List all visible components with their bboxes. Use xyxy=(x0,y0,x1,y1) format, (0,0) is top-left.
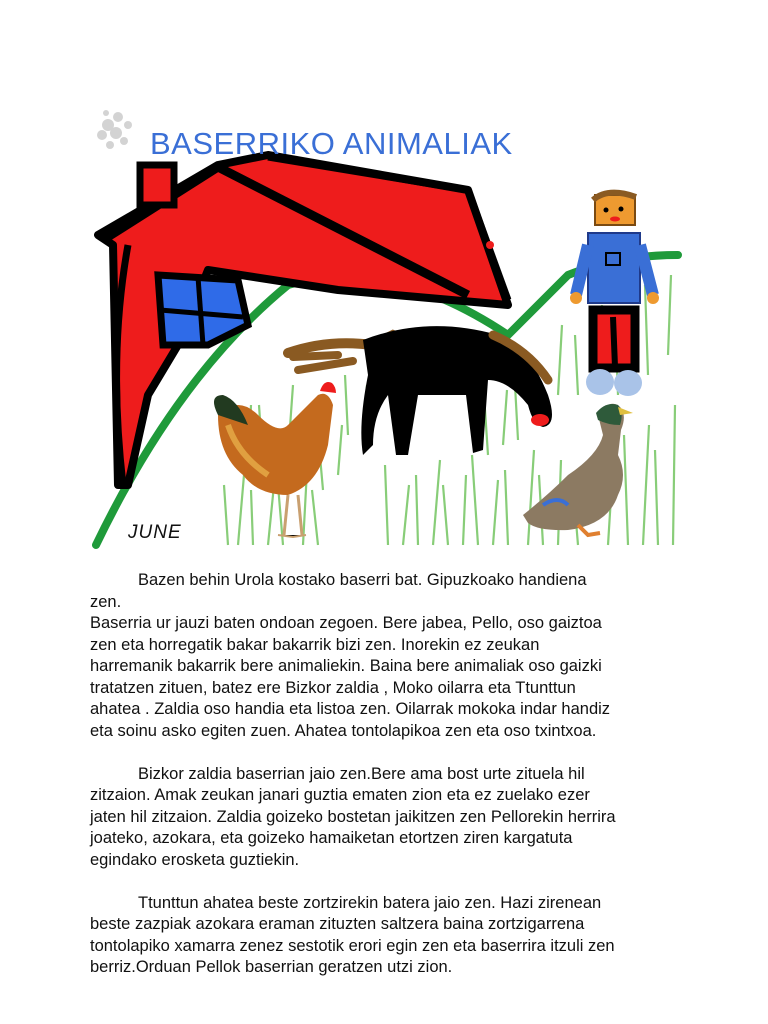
story-line: harremanik bakarrik bere animaliekin. Baina bere animaliak oso gaizki xyxy=(90,657,602,675)
artist-signature: JUNE xyxy=(128,522,182,543)
story-line: jaten hil zitzaion. Zaldia goizeko bostetan jaikitzen zen Pellorekin herrira xyxy=(90,807,616,826)
story-text xyxy=(90,570,690,979)
smoke-icon xyxy=(97,110,132,149)
story-line: eta soinu asko egiten zuen. Ahatea tontolapikoa zen eta oso txintxoa. xyxy=(90,721,597,740)
story-line: zen eta horregatik bakar bakarrik bizi zen. Inorekin ez zeukan xyxy=(90,635,540,654)
story-line: berriz.Orduan Pellok baserrian geratzen utzi zion. xyxy=(90,958,453,976)
paragraph-gap xyxy=(90,871,690,893)
story-line: Bizkor zaldia baserrian jaio zen.Bere ama bost urte zituela hil xyxy=(138,764,585,783)
story-line: ahatea . Zaldia oso handia eta listoa zen. Oilarrak mokoka indar handiz xyxy=(90,700,611,718)
story-line: joateko, azokara, eta goizeko hamaiketan etortzen ziren kargatuta xyxy=(90,829,573,847)
story-line: zen. xyxy=(90,592,122,611)
farm-illustration xyxy=(88,95,688,555)
story-line: Ttunttun ahatea beste zortzirekin batera jaio zen. Hazi zirenean xyxy=(138,893,602,912)
story-line: tontolapiko xamarra zenez sestotik erori egin zen eta baserrira itzuli zen xyxy=(90,936,615,955)
story-line: zitzaion. Amak zeukan janari guztia ematen zion eta ez zuelako ezer xyxy=(90,786,590,804)
story-line: Baserria ur jauzi baten ondoan zegoen. Bere jabea, Pello, oso gaiztoa xyxy=(90,614,602,632)
paragraph-gap xyxy=(90,742,690,764)
story-line: egindako erosketa guztiekin. xyxy=(90,850,300,869)
page-title: BASERRIKO ANIMALIAK xyxy=(150,126,513,161)
story-line: beste zazpiak azokara eraman zituzten saltzera baina zortzigarrena xyxy=(90,915,585,933)
story-line: tratatzen zituen, batez ere Bizkor zaldia , Moko oilarra eta Ttunttun xyxy=(90,678,576,697)
story-line: Bazen behin Urola kostako baserri bat. Gipuzkoako handiena xyxy=(138,571,587,589)
